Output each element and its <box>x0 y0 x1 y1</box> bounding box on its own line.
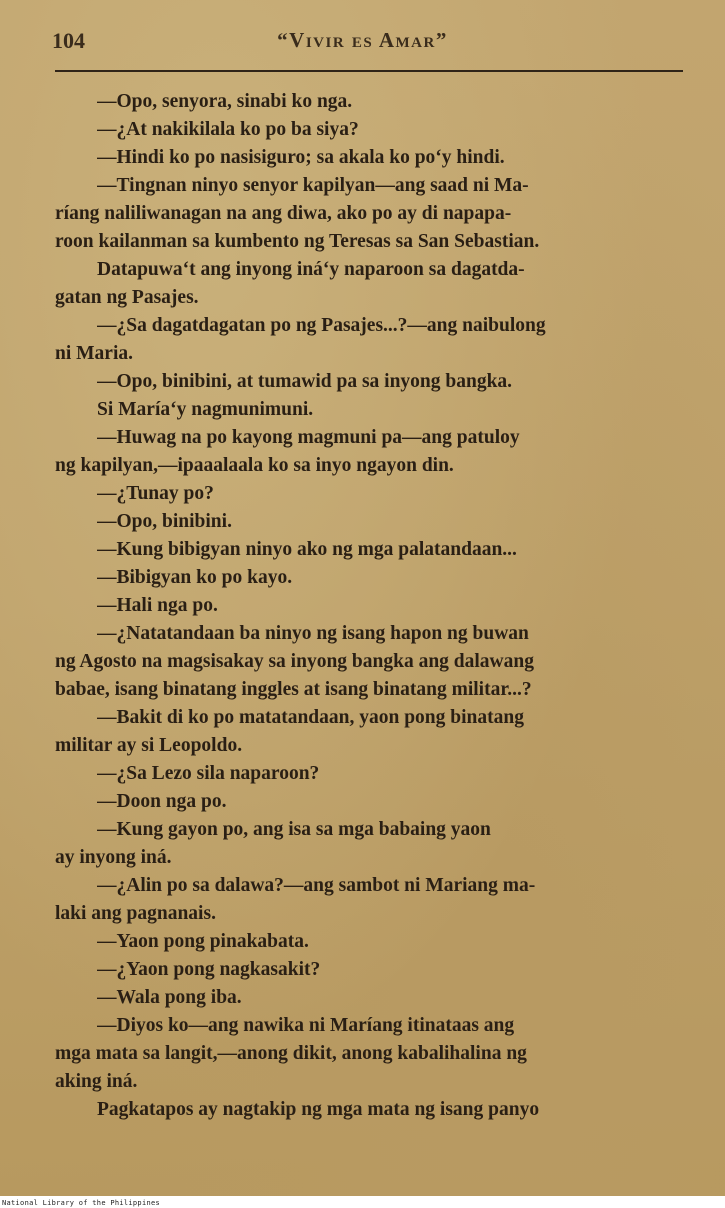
text-line: —Kung bibigyan ninyo ako ng mga palatandaan... <box>97 539 517 560</box>
text-line: ng kapilyan,—ipaaalaala ko sa inyo ngayon din. <box>55 455 454 476</box>
text-line: mga mata sa langit,—anong dikit, anong kabalihalina ng <box>55 1043 527 1064</box>
library-credit: National Library of the Philippines <box>2 1199 161 1207</box>
text-line: ay inyong iná. <box>55 847 172 868</box>
running-title: “Vivir es Amar” <box>277 28 448 52</box>
text-line: —¿Tunay po? <box>97 483 214 504</box>
text-line: —Doon nga po. <box>97 791 227 812</box>
text-line: babae, isang binatang inggles at isang binatang militar...? <box>55 679 532 700</box>
text-line: —Yaon pong pinakabata. <box>97 931 309 952</box>
text-line: —Opo, binibini. <box>97 511 232 532</box>
text-line: —Opo, binibini, at tumawid pa sa inyong bangka. <box>97 371 513 392</box>
text-line: —Kung gayon po, ang isa sa mga babaing yaon <box>97 819 491 840</box>
text-line: gatan ng Pasajes. <box>55 287 199 308</box>
text-line: laki ang pagnanais. <box>55 903 216 924</box>
text-line: —Diyos ko—ang nawika ni Maríang itinataas ang <box>97 1015 515 1036</box>
text-line: militar ay si Leopoldo. <box>55 735 243 756</box>
text-line: —Tingnan ninyo senyor kapilyan—ang saad ni Ma- <box>97 175 529 196</box>
text-line: —¿Sa Lezo sila naparoon? <box>97 763 320 784</box>
text-line: Datapuwa‘t ang inyong iná‘y naparoon sa dagatda- <box>97 259 525 280</box>
text-line: aking iná. <box>55 1071 138 1092</box>
text-line: ng Agosto na magsisakay sa inyong bangka ang dalawang <box>55 651 534 672</box>
text-line: roon kailanman sa kumbento ng Teresas sa San Sebastian. <box>55 231 540 252</box>
page-header <box>0 26 725 60</box>
text-line: —Huwag na po kayong magmuni pa—ang patuloy <box>97 427 520 448</box>
text-line: Pagkatapos ay nagtakip ng mga mata ng isang panyo <box>97 1099 540 1120</box>
text-line: ni Maria. <box>55 343 133 364</box>
text-line: Si María‘y nagmunimuni. <box>97 399 314 420</box>
text-line: —Bibigyan ko po kayo. <box>97 567 293 588</box>
text-line: —¿At nakikilala ko po ba siya? <box>97 119 359 140</box>
text-line: —Opo, senyora, sinabi ko nga. <box>97 91 353 112</box>
page-number: 104 <box>52 28 85 53</box>
header-rule <box>55 70 683 72</box>
text-line: —¿Yaon pong nagkasakit? <box>97 959 321 980</box>
text-line: —¿Sa dagatdagatan po ng Pasajes...?—ang naibulong <box>97 315 546 336</box>
text-line: —¿Alin po sa dalawa?—ang sambot ni Mariang ma- <box>97 875 536 896</box>
text-line: ríang naliliwanagan na ang diwa, ako po ay di napapa- <box>55 203 512 224</box>
text-line: —Hali nga po. <box>97 595 218 616</box>
text-line: —¿Natatandaan ba ninyo ng isang hapon ng buwan <box>97 623 529 644</box>
text-line: —Wala pong iba. <box>97 987 242 1008</box>
text-line: —Bakit di ko po matatandaan, yaon pong binatang <box>97 707 524 728</box>
text-line: —Hindi ko po nasisiguro; sa akala ko po‘y hindi. <box>97 147 505 168</box>
